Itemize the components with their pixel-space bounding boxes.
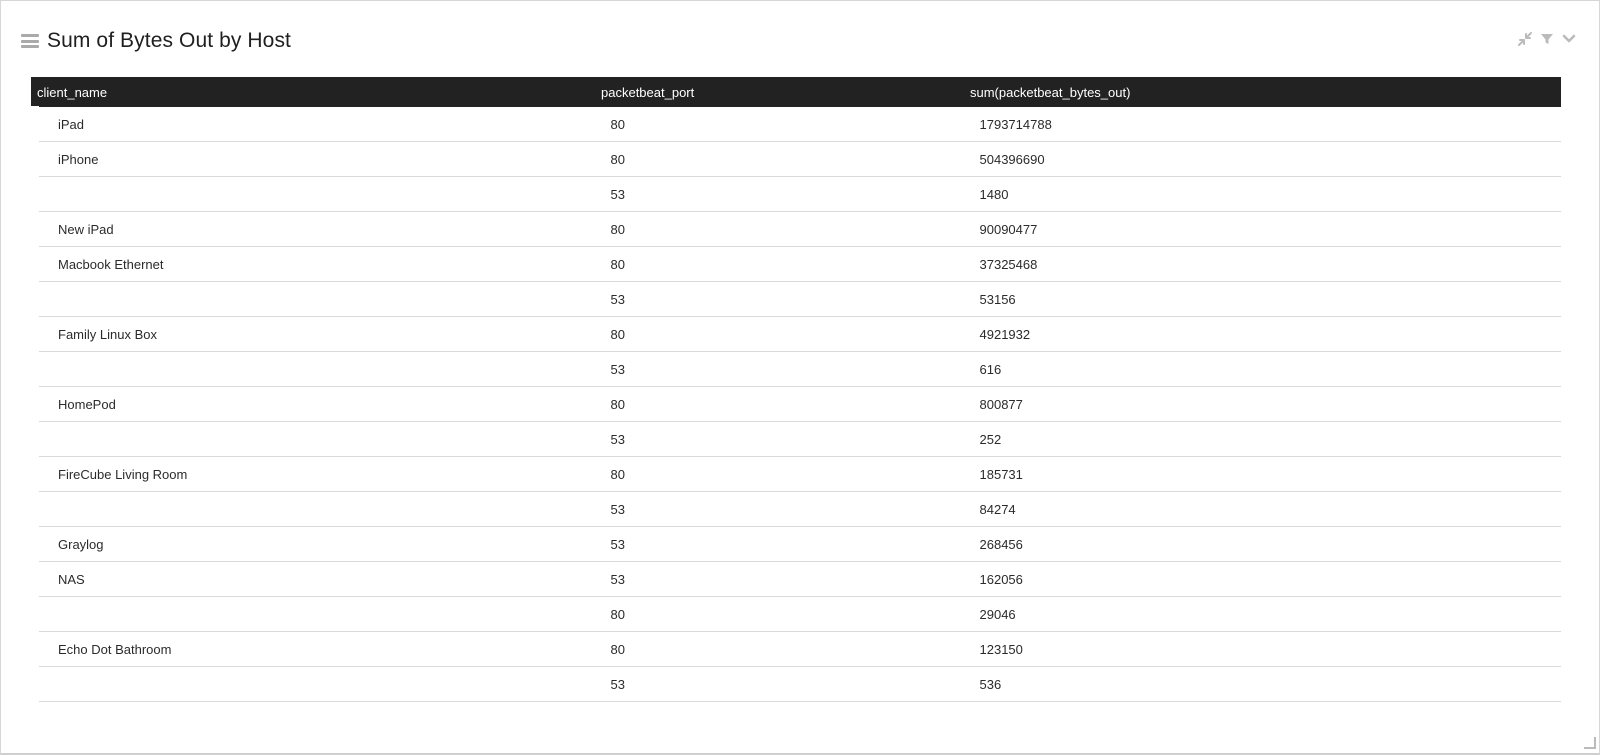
data-table-container xyxy=(24,77,1561,702)
cell-bytes-out: 90090477 xyxy=(965,212,1561,247)
cell-client-name xyxy=(32,422,596,457)
cell-packetbeat-port: 53 xyxy=(596,492,965,527)
cell-bytes-out: 37325468 xyxy=(965,247,1561,282)
cell-client-name xyxy=(32,597,596,632)
cell-bytes-out: 1793714788 xyxy=(965,107,1561,142)
cell-packetbeat-port: 80 xyxy=(596,387,965,422)
table-row xyxy=(32,247,1561,282)
table-row xyxy=(32,667,1561,702)
cell-packetbeat-port: 80 xyxy=(596,317,965,352)
table-row xyxy=(32,317,1561,352)
cell-bytes-out: 84274 xyxy=(965,492,1561,527)
cell-client-name xyxy=(32,492,596,527)
cell-packetbeat-port: 80 xyxy=(596,142,965,177)
cell-bytes-out: 252 xyxy=(965,422,1561,457)
cell-packetbeat-port: 53 xyxy=(596,527,965,562)
cell-bytes-out: 162056 xyxy=(965,562,1561,597)
resize-handle-icon[interactable] xyxy=(1584,737,1596,749)
cell-packetbeat-port: 53 xyxy=(596,562,965,597)
column-header-packetbeat-port[interactable]: packetbeat_port xyxy=(596,78,965,107)
cell-bytes-out: 536 xyxy=(965,667,1561,702)
cell-packetbeat-port: 53 xyxy=(596,282,965,317)
cell-packetbeat-port: 80 xyxy=(596,457,965,492)
data-table xyxy=(24,77,1561,702)
table-row xyxy=(32,422,1561,457)
column-header-client-name[interactable]: client_name xyxy=(32,78,596,107)
table-row xyxy=(32,142,1561,177)
drag-handle-icon[interactable] xyxy=(21,34,39,48)
compress-icon[interactable] xyxy=(1517,31,1533,47)
cell-client-name xyxy=(32,352,596,387)
cell-client-name: iPhone xyxy=(32,142,596,177)
widget-header xyxy=(21,23,291,59)
column-header-sum-bytes-out[interactable]: sum(packetbeat_bytes_out) xyxy=(965,78,1561,107)
table-header-row xyxy=(32,78,1561,107)
table-body xyxy=(32,107,1561,702)
cell-client-name: iPad xyxy=(32,107,596,142)
cell-bytes-out: 268456 xyxy=(965,527,1561,562)
cell-packetbeat-port: 80 xyxy=(596,212,965,247)
table-row xyxy=(32,107,1561,142)
cell-client-name: Graylog xyxy=(32,527,596,562)
cell-bytes-out: 800877 xyxy=(965,387,1561,422)
table-row xyxy=(32,492,1561,527)
cell-packetbeat-port: 53 xyxy=(596,352,965,387)
table-row xyxy=(32,387,1561,422)
cell-client-name: NAS xyxy=(32,562,596,597)
cell-packetbeat-port: 53 xyxy=(596,177,965,212)
cell-client-name: Macbook Ethernet xyxy=(32,247,596,282)
table-row xyxy=(32,212,1561,247)
cell-bytes-out: 1480 xyxy=(965,177,1561,212)
table-row xyxy=(32,527,1561,562)
cell-client-name: FireCube Living Room xyxy=(32,457,596,492)
cell-client-name xyxy=(32,282,596,317)
cell-packetbeat-port: 80 xyxy=(596,597,965,632)
widget-actions xyxy=(1517,31,1577,47)
table-row xyxy=(32,632,1561,667)
cell-client-name: HomePod xyxy=(32,387,596,422)
cell-bytes-out: 53156 xyxy=(965,282,1561,317)
table-row xyxy=(32,457,1561,492)
cell-bytes-out: 616 xyxy=(965,352,1561,387)
cell-packetbeat-port: 53 xyxy=(596,422,965,457)
table-row xyxy=(32,562,1561,597)
cell-bytes-out: 29046 xyxy=(965,597,1561,632)
cell-client-name: Echo Dot Bathroom xyxy=(32,632,596,667)
table-row xyxy=(32,177,1561,212)
cell-client-name: Family Linux Box xyxy=(32,317,596,352)
cell-bytes-out: 4921932 xyxy=(965,317,1561,352)
table-row xyxy=(32,282,1561,317)
widget-title: Sum of Bytes Out by Host xyxy=(47,29,291,52)
cell-client-name xyxy=(32,667,596,702)
table-row xyxy=(32,597,1561,632)
filter-icon[interactable] xyxy=(1539,31,1555,47)
cell-bytes-out: 185731 xyxy=(965,457,1561,492)
cell-packetbeat-port: 80 xyxy=(596,632,965,667)
cell-packetbeat-port: 80 xyxy=(596,247,965,282)
cell-bytes-out: 504396690 xyxy=(965,142,1561,177)
cell-bytes-out: 123150 xyxy=(965,632,1561,667)
cell-packetbeat-port: 53 xyxy=(596,667,965,702)
cell-client-name: New iPad xyxy=(32,212,596,247)
chevron-down-icon[interactable] xyxy=(1561,31,1577,47)
table-row xyxy=(32,352,1561,387)
cell-client-name xyxy=(32,177,596,212)
cell-packetbeat-port: 80 xyxy=(596,107,965,142)
